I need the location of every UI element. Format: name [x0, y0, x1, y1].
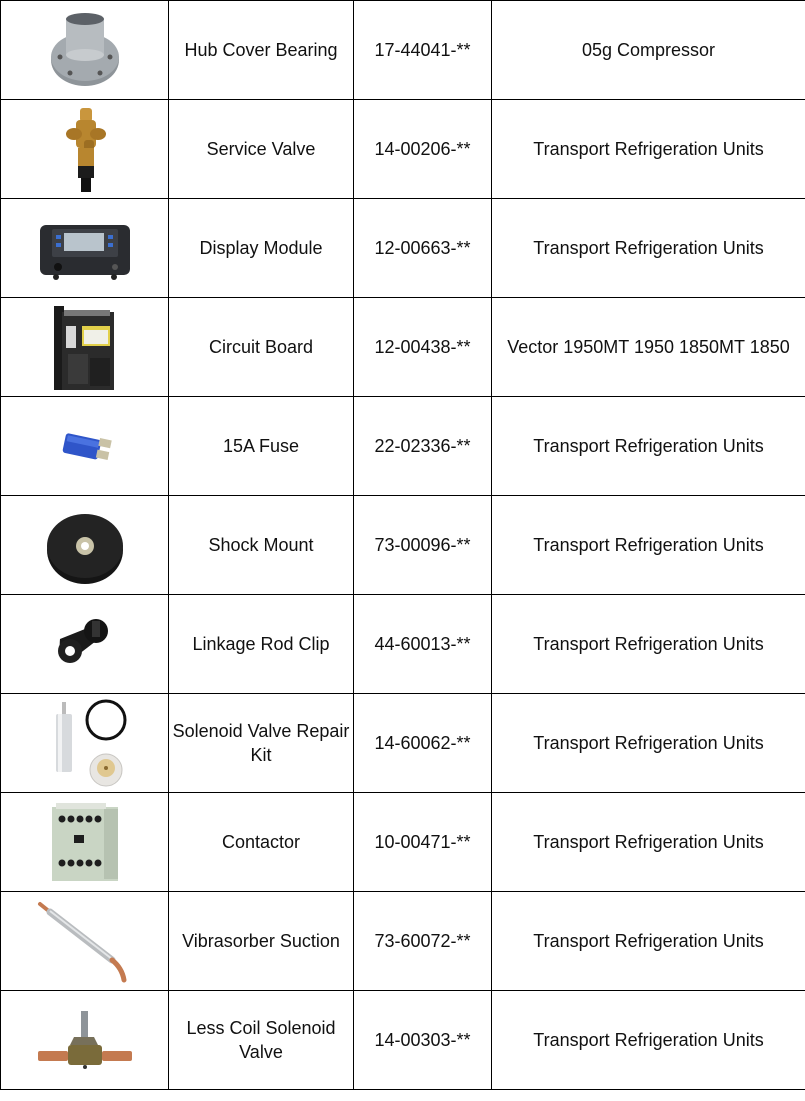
part-number: 73-60072-**	[354, 892, 492, 991]
part-application: Transport Refrigeration Units	[492, 892, 805, 991]
fuse-icon	[30, 401, 140, 491]
part-number: 17-44041-**	[354, 1, 492, 100]
table-row	[1, 1, 805, 100]
part-number: 73-00096-**	[354, 496, 492, 595]
table-row	[1, 892, 805, 991]
part-image-cell	[1, 496, 169, 595]
part-name: Hub Cover Bearing	[169, 1, 354, 100]
table-row	[1, 496, 805, 595]
part-name: Circuit Board	[169, 298, 354, 397]
part-name: Solenoid Valve Repair Kit	[169, 694, 354, 793]
table-row	[1, 694, 805, 793]
vibrasorber-icon	[30, 896, 140, 986]
part-image-cell	[1, 595, 169, 694]
table-row	[1, 793, 805, 892]
part-number: 14-00206-**	[354, 100, 492, 199]
service-valve-icon	[30, 104, 140, 194]
part-number: 14-00303-**	[354, 991, 492, 1090]
part-image-cell	[1, 1, 169, 100]
part-application: Transport Refrigeration Units	[492, 595, 805, 694]
table-row	[1, 991, 805, 1090]
part-number: 14-60062-**	[354, 694, 492, 793]
part-name: Shock Mount	[169, 496, 354, 595]
contactor-icon	[30, 797, 140, 887]
part-application: Transport Refrigeration Units	[492, 991, 805, 1090]
part-application: Transport Refrigeration Units	[492, 199, 805, 298]
part-name: Contactor	[169, 793, 354, 892]
part-number: 22-02336-**	[354, 397, 492, 496]
solenoid-repair-kit-icon	[30, 698, 140, 788]
display-module-icon	[30, 203, 140, 293]
part-image-cell	[1, 991, 169, 1090]
table-row	[1, 397, 805, 496]
part-image-cell	[1, 298, 169, 397]
table-row	[1, 298, 805, 397]
part-application: Transport Refrigeration Units	[492, 694, 805, 793]
part-image-cell	[1, 397, 169, 496]
table-row	[1, 595, 805, 694]
part-application: Transport Refrigeration Units	[492, 496, 805, 595]
part-application: Transport Refrigeration Units	[492, 100, 805, 199]
part-application: Transport Refrigeration Units	[492, 397, 805, 496]
hub-cover-bearing-icon	[30, 5, 140, 95]
table-row	[1, 100, 805, 199]
part-name: Less Coil Solenoid Valve	[169, 991, 354, 1090]
part-name: Vibrasorber Suction	[169, 892, 354, 991]
circuit-board-icon	[30, 302, 140, 392]
part-number: 44-60013-**	[354, 595, 492, 694]
part-application: Vector 1950MT 1950 1850MT 1850	[492, 298, 805, 397]
shock-mount-icon	[30, 500, 140, 590]
part-application: Transport Refrigeration Units	[492, 793, 805, 892]
table-row	[1, 199, 805, 298]
part-application: 05g Compressor	[492, 1, 805, 100]
part-image-cell	[1, 100, 169, 199]
part-image-cell	[1, 892, 169, 991]
linkage-rod-clip-icon	[30, 599, 140, 689]
part-number: 12-00438-**	[354, 298, 492, 397]
part-image-cell	[1, 694, 169, 793]
part-number: 10-00471-**	[354, 793, 492, 892]
part-name: 15A Fuse	[169, 397, 354, 496]
part-number: 12-00663-**	[354, 199, 492, 298]
part-image-cell	[1, 199, 169, 298]
solenoid-valve-icon	[30, 995, 140, 1085]
part-name: Display Module	[169, 199, 354, 298]
part-name: Linkage Rod Clip	[169, 595, 354, 694]
part-image-cell	[1, 793, 169, 892]
part-name: Service Valve	[169, 100, 354, 199]
